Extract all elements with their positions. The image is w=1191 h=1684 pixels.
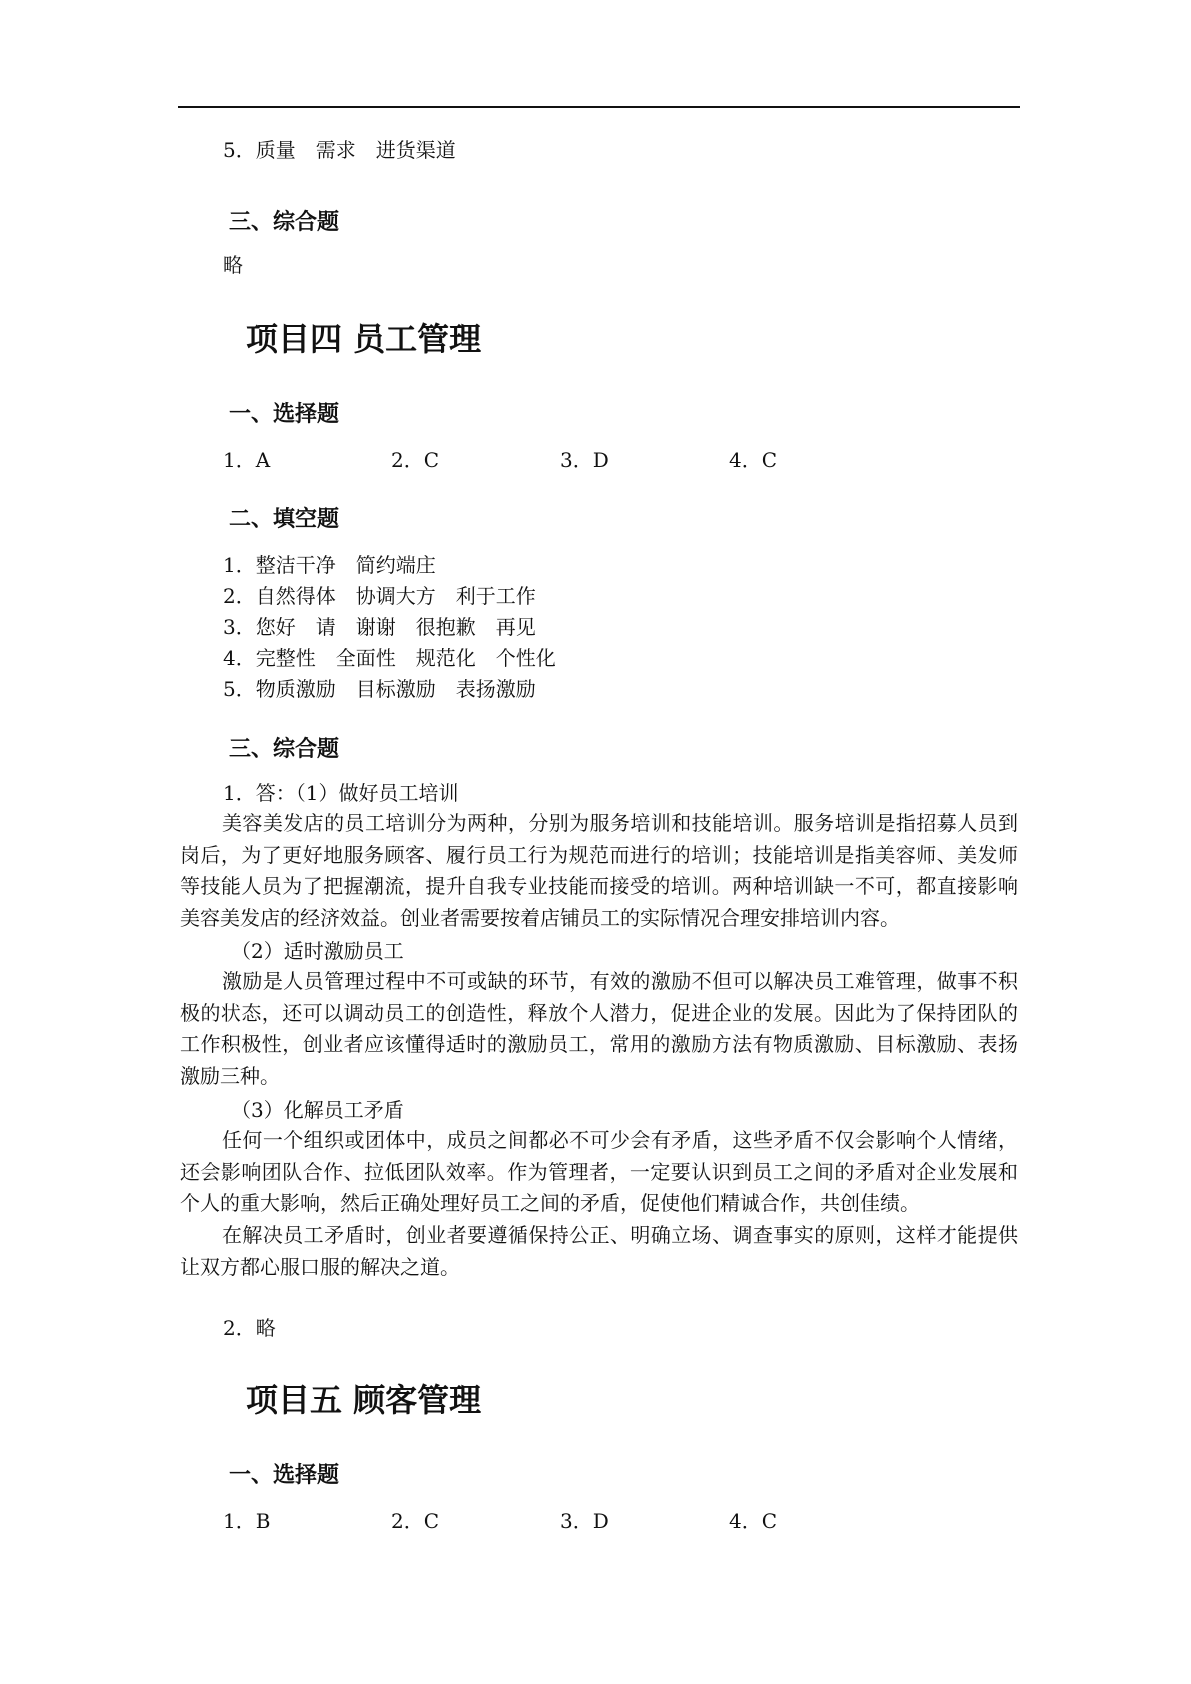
p4-fill-item-2: 2．自然得体 协调大方 利于工作	[223, 584, 536, 608]
project-4-title: 项目四 员工管理	[246, 320, 482, 358]
p4-choice-heading: 一、选择题	[229, 401, 340, 427]
section-heading-comprehensive: 三、综合题	[229, 209, 340, 235]
p5-choice-answer-4: 4．C	[729, 1509, 778, 1533]
p5-choice-answer-1: 1．B	[223, 1509, 271, 1533]
p4-q1-intro: 1．答：（1）做好员工培训	[223, 781, 459, 805]
p5-choice-heading: 一、选择题	[229, 1462, 340, 1488]
p4-fill-item-3: 3．您好 请 谢谢 很抱歉 再见	[223, 615, 536, 639]
p4-choice-answer-1: 1．A	[223, 448, 271, 472]
project-5-title: 项目五 顾客管理	[246, 1381, 482, 1419]
paragraph-conflict: 任何一个组织或团体中，成员之间都必不可少会有矛盾，这些矛盾不仅会影响个人情绪，还会影响团队合作、拉低团队效率。作为管理者，一定要认识到员工之间的矛盾对企业发展和个人的重大影响，然后正确处理好员工之间的矛盾，促使他们精诚合作，共创佳绩。	[180, 1128, 1018, 1215]
answer-omitted: 略	[223, 253, 243, 277]
p5-choice-answer-3: 3．D	[560, 1509, 609, 1533]
header-rule	[178, 106, 1020, 108]
p4-q1-sub3: （3）化解员工矛盾	[231, 1098, 404, 1122]
paragraph-training: 美容美发店的员工培训分为两种，分别为服务培训和技能培训。服务培训是指招募人员到岗后，为了更好地服务顾客、履行员工行为规范而进行的培训；技能培训是指美容师、美发师等技能人员为了把握潮流，提升自我专业技能而接受的培训。两种培训缺一不可，都直接影响美容美发店的经济效益。创业者需要按着店铺员工的实际情况合理安排培训内容。	[180, 811, 1018, 930]
p4-fill-item-4: 4．完整性 全面性 规范化 个性化	[223, 646, 556, 670]
p4-q2-answer: 2．略	[223, 1316, 276, 1340]
paragraph-principle: 在解决员工矛盾时，创业者要遵循保持公正、明确立场、调查事实的原则，这样才能提供让双方都心服口服的解决之道。	[180, 1223, 1018, 1279]
p5-choice-answer-2: 2．C	[391, 1509, 440, 1533]
p4-fill-item-5: 5．物质激励 目标激励 表扬激励	[223, 677, 536, 701]
p4-fill-item-1: 1．整洁干净 简约端庄	[223, 553, 436, 577]
p4-choice-answer-4: 4．C	[729, 448, 778, 472]
fill-item-5: 5．质量 需求 进货渠道	[223, 138, 456, 162]
p4-choice-answer-3: 3．D	[560, 448, 609, 472]
p4-choice-answer-2: 2．C	[391, 448, 440, 472]
p4-q1-sub2: （2）适时激励员工	[231, 939, 404, 963]
p4-fill-heading: 二、填空题	[229, 506, 340, 532]
p4-comprehensive-heading: 三、综合题	[229, 736, 340, 762]
paragraph-incentive: 激励是人员管理过程中不可或缺的环节，有效的激励不但可以解决员工难管理，做事不积极的状态，还可以调动员工的创造性，释放个人潜力，促进企业的发展。因此为了保持团队的工作积极性，创业者应该懂得适时的激励员工，常用的激励方法有物质激励、目标激励、表扬激励三种。	[180, 969, 1018, 1088]
